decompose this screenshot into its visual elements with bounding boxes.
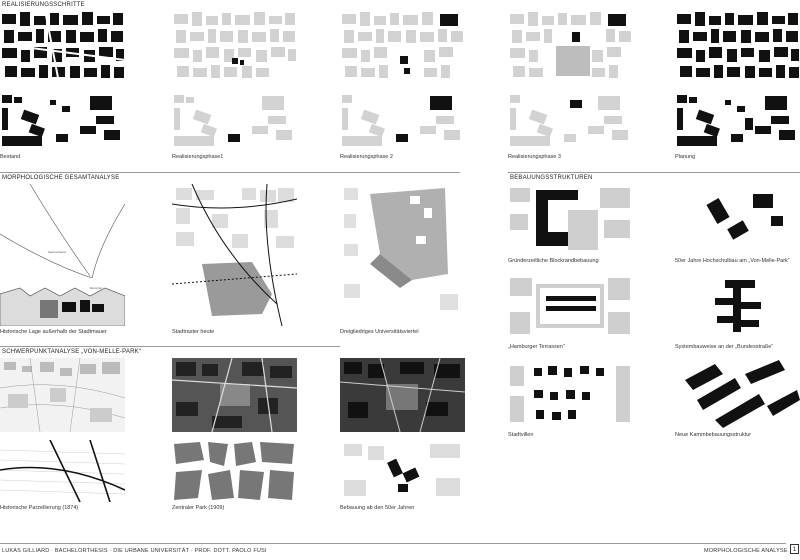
caption-central-park: Zentraler Park (1909) <box>172 505 225 511</box>
footer-credit: LUKAS GILLIARD · BACHELORTHESIS · DIE URBANE UNIVERSITÄT · PROF. DOTT. PAOLO FUSI <box>2 548 267 554</box>
map-phase1-top <box>172 10 297 88</box>
map-label-sternschanze: Sternschanze <box>48 250 67 254</box>
map-label-dammtor: Dammtor <box>90 286 103 290</box>
map-bestand-bottom <box>0 92 125 148</box>
caption-hamburg-terraces: „Hamburger Terrassen“ <box>508 344 565 350</box>
page-number: 1 <box>790 544 799 554</box>
caption-university-quarter: Dreigliedriges Universitätsviertel <box>340 329 419 335</box>
map-planung-top <box>675 10 800 88</box>
footer-section-title: MORPHOLOGISCHE ANALYSE <box>704 548 788 554</box>
divider-middle <box>0 346 340 347</box>
divider-top-right <box>508 172 800 173</box>
structure-hamburg-terraces <box>508 272 633 340</box>
map-university-quarter <box>340 184 465 326</box>
structure-new-comb <box>675 360 800 428</box>
caption-phase2: Realisierungsphase 2 <box>340 154 393 160</box>
structure-town-villas <box>508 360 633 428</box>
footer-rule <box>0 543 786 544</box>
caption-new-comb: Neue Kammbebauungsstruktur <box>675 432 752 438</box>
caption-historic-plot: Historische Parzellierung (1874) <box>0 505 79 511</box>
map-planung-bottom <box>675 92 800 148</box>
map-historic-location <box>0 184 125 326</box>
map-50s-building-bottom <box>340 440 465 502</box>
map-phase3-bottom <box>508 92 633 148</box>
caption-phase3: Realisierungsphase 3 <box>508 154 561 160</box>
map-50s-building-top <box>340 358 465 432</box>
caption-system-building: Systembauweise an der „Bundesstraße“ <box>675 344 774 350</box>
map-phase2-top <box>340 10 465 88</box>
caption-50s-building: Bebauung ab den 50er Jahren <box>340 505 415 511</box>
map-central-park-bottom <box>172 440 297 502</box>
section-title-focus: SCHWERPUNKTANALYSE „VON-MELLE-PARK“ <box>2 349 142 355</box>
map-phase1-bottom <box>172 92 297 148</box>
structure-block-perimeter <box>508 184 633 254</box>
map-bestand-top <box>0 10 125 88</box>
caption-phase1: Realisierungsphase1 <box>172 154 224 160</box>
map-phase3-top <box>508 10 633 88</box>
map-city-grid-today <box>172 184 297 326</box>
caption-planung: Planung <box>675 154 696 160</box>
map-central-park-top <box>172 358 297 432</box>
section-title-realization: REALISIERUNGSSCHRITTE <box>2 2 85 8</box>
section-title-morphology: MORPHOLOGISCHE GESAMTANALYSE <box>2 175 120 181</box>
caption-block-perimeter: Gründerzeitliche Blockrandbebauung <box>508 258 599 264</box>
structure-50s-campus <box>675 184 800 254</box>
structure-system-building <box>675 272 800 340</box>
caption-bestand: Bestand <box>0 154 21 160</box>
map-historic-plot-top <box>0 358 125 432</box>
divider-top <box>0 172 460 173</box>
caption-50s-campus: 50er Jahre Hochschulbau am „Von-Melle-Park“ <box>675 258 790 264</box>
caption-city-grid-today: Stadtraster heute <box>172 329 215 335</box>
map-historic-plot-bottom <box>0 440 125 502</box>
caption-historic-location: Historische Lage außerhalb der Stadtmauer <box>0 329 107 335</box>
caption-town-villas: Stadtvillen <box>508 432 534 438</box>
section-title-building-structures: BEBAUUNGSSTRUKTUREN <box>510 175 593 181</box>
map-phase2-bottom <box>340 92 465 148</box>
